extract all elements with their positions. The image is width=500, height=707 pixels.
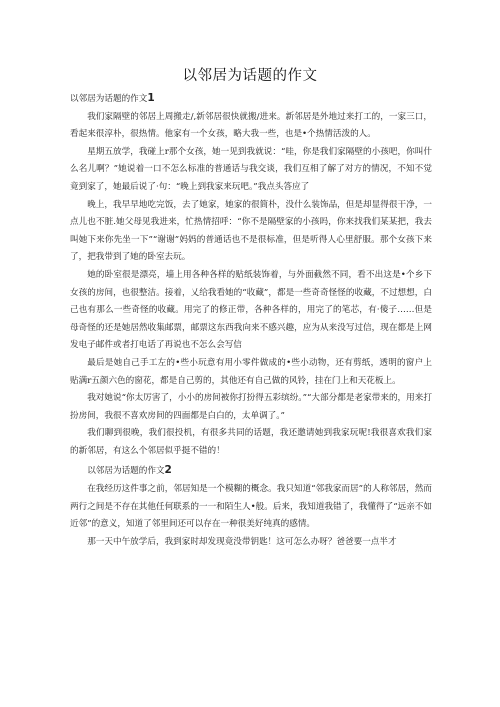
paragraph: 那一天中午放学后，我到家时却发现竟没带钥匙！这可怎么办呀？爸爸要一点半才	[87, 536, 397, 547]
paragraph: 最后是她自己手工左的•些小玩意有用小零件做成的•些小动物，还有剪纸，透明的窗户上贴满r五颜六色的窗花，都是自己剪的，其他还有自己做的风铃，挂在门上和天花板上。	[70, 357, 432, 386]
section-heading-2	[70, 462, 432, 481]
section-number: 2	[164, 464, 172, 477]
paragraph: 晚上，我早早地吃完饭，去了她家，她家的很简朴，没什么装饰品，但是却显得很干净，一点儿也不脏.她父母见我进来，忙热情招呼：“你不是隔壁家的小孩吗，你来找我们某某把，我去叫她下来你先坐一下”“谢谢”妈妈的普通话也不是很标准，但是听得人心里舒服。那个女孩下来了，把我带到了她的卧室去玩。	[70, 199, 432, 263]
section-heading-1	[70, 90, 432, 109]
document-title: 以邻居为话题的作文	[182, 68, 318, 84]
paragraph: 我们家隔壁的邻居上周搬走/,新邻居很快就搬/进来。新邻居是外地过来打工的，一家三口，看起来很淳朴，很热情。他家有一个女孩，略大我一些，也是•个热情活泼的人。	[70, 111, 432, 140]
paragraph: 我们聊到很晚，我们很投机，有很多共同的话题，我还邀请她到我家玩呢!我很喜欢我们家的新邻居，有这么个邻居似乎挺不错的！	[70, 428, 432, 456]
section-heading-text: 以邻居为话题的作文	[87, 466, 165, 477]
paragraph: 她的卧室很是漂亮，墙上用各种各样的贴纸装饰着，与外面截然不同，看不出这是•个乡下女孩的房间，也很整洁。接着，乂给我看她的“收藏”，都是一些奇奇怪怪的收藏，不过想想，白己也有那么一些奇怪的收藏。用完了的修正带，各种各样的，用完了的笔芯，有·傻子……但是母奇怪的还是她居然收集邮票，邮票这东西我向来不感兴趣，应为从来没写过信，现在都是上网发电子邮件或者打电话了再说也不怎么会写信	[70, 269, 432, 351]
section-heading-text: 以邻居为话题的作文	[70, 94, 148, 104]
document-body	[70, 88, 432, 551]
paragraph: 我对她说“你太厉害了，小小的房间被你打扮得五彩缤纷。”“大部分都是老家带来的，用来打扮房间，我很不喜欢房间的四面都是白白的，太单调了。”	[70, 393, 432, 421]
paragraph: 在我经历这件事之前，邻居知是一个模糊的概念。我只知道“邻我家而居”的人称邻居，然而两行之间是不存在其他任何联系的一一和陌生人•般。后来，我知道我错了，我懂得了“远亲不如近邻”的意义，知道了邻里间还可以存在一种很美好纯真的感情。	[70, 484, 432, 530]
section-number: 1	[147, 92, 155, 104]
paragraph: 星期五放学，我碰上r那个女孩，她一见到我就说：“哇，你是我们家隔壁的小孩吧，你叫什么名儿啊？”她说着一口不怎么标准的普通话与我交谈，我们互相了解了对方的情况，不知不觉竟到家了，她最后说了·句：“晚上到我家来玩吧。”我点头答应了	[70, 146, 432, 192]
